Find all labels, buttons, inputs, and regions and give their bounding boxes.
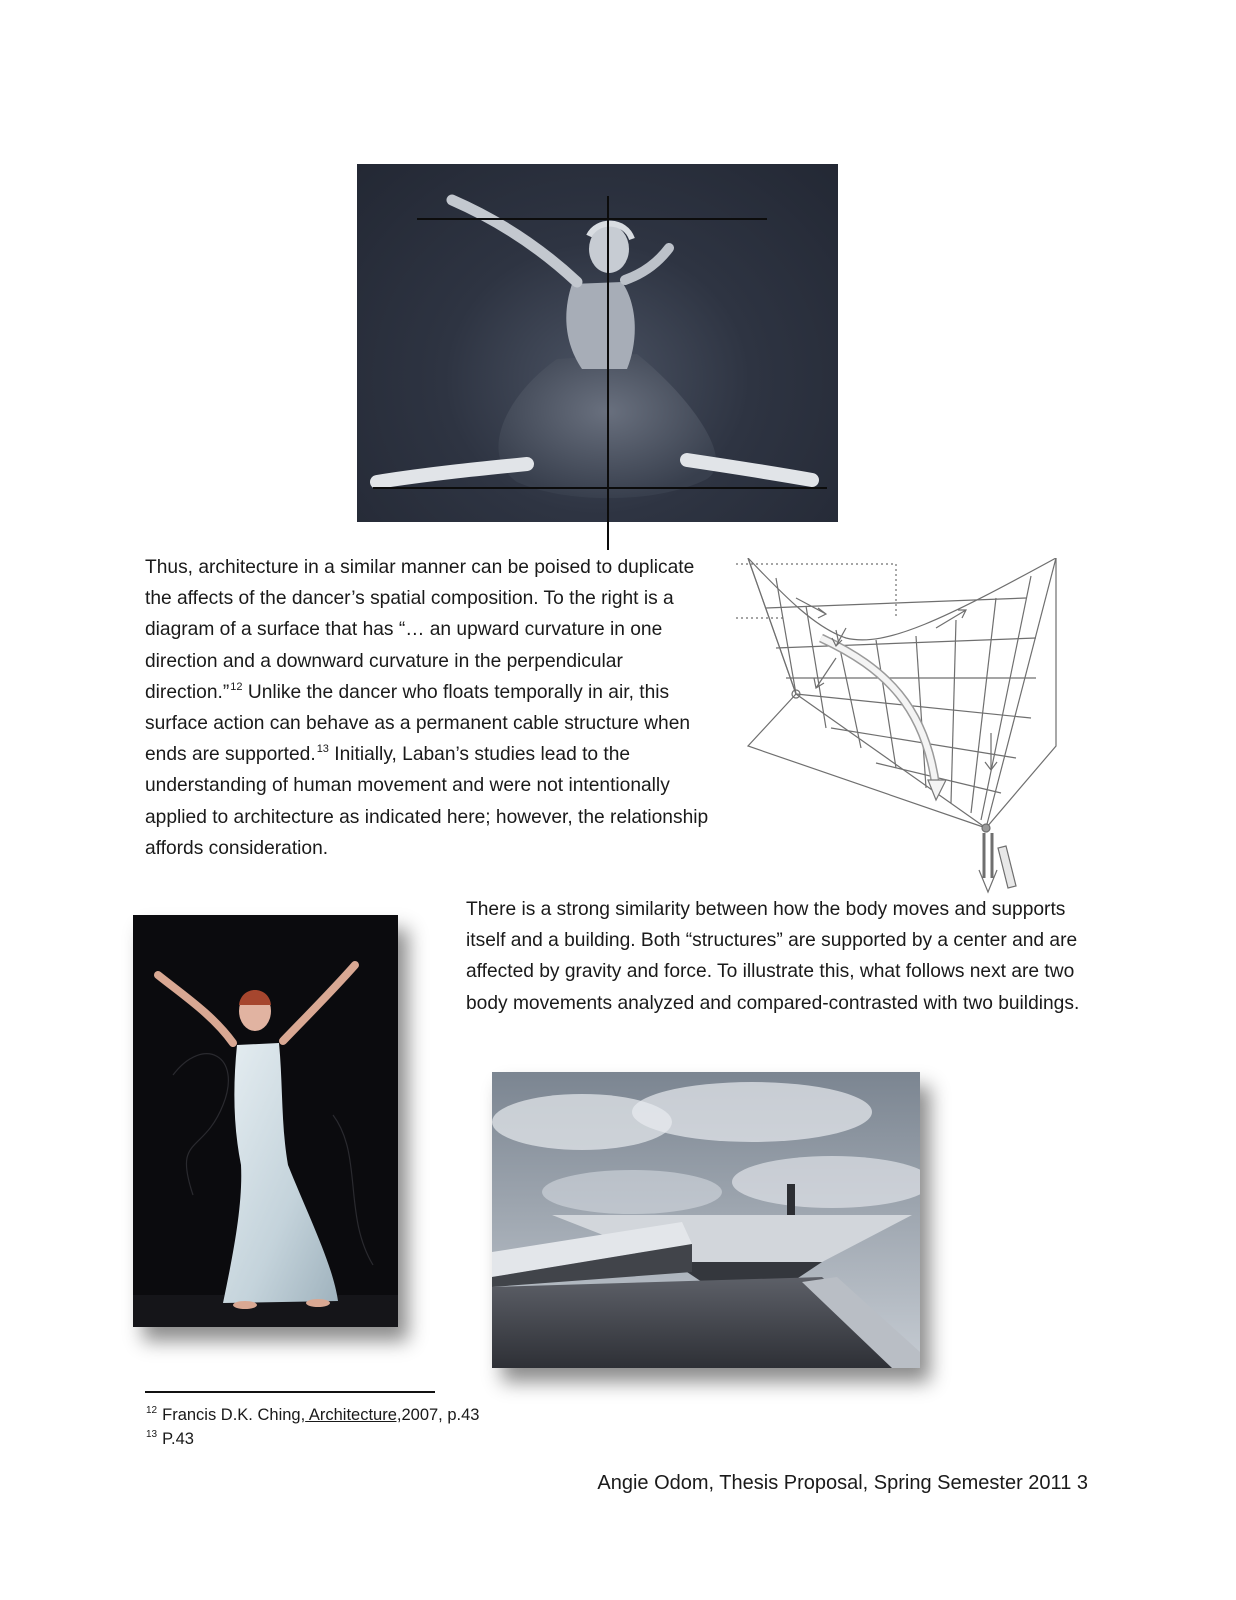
footnote-12-number: 12 [146, 1405, 158, 1416]
figure-dancer-leap [357, 164, 838, 522]
dancer-leap-illustration [357, 164, 838, 522]
footnote-ref-12: 12 [230, 680, 243, 693]
paragraph-1-text-b: Unlike the dancer who floats temporally in air, this surface action can behave as a permanent cable structure when ends are supported. [145, 681, 691, 766]
footnote-13 [145, 1428, 194, 1450]
building-photo-illustration [492, 1072, 920, 1368]
footnote-13-text: P.43 [162, 1430, 194, 1448]
footnote-12 [145, 1404, 479, 1426]
paragraph-1-text-a: Thus, architecture in a similar manner can be poised to duplicate the affects of the dancer’s spatial composition. To the right is a diagram of a surface that has “… an upward curvature in one direction and a downward curvature in the perpendicular direction.” [145, 557, 695, 703]
footnote-12-title: Architecture, [305, 1406, 402, 1424]
body-paragraph-1 [145, 552, 715, 864]
paragraph-1-text-c: Initially, Laban’s studies lead to the understanding of human movement and were not intentionally applied to architecture as indicated here; however, the relationship affords consideration. [145, 744, 709, 859]
dancer-arms-raised-illustration [133, 915, 398, 1327]
figure-dancer-arms-raised [133, 915, 398, 1327]
figure-cantilevered-building [492, 1072, 920, 1368]
footnote-ref-13: 13 [316, 743, 329, 756]
page-footer: Angie Odom, Thesis Proposal, Spring Semester 2011 3 [597, 1472, 1088, 1494]
saddle-surface-drawing [736, 558, 1076, 898]
footnote-separator [145, 1391, 435, 1393]
footnote-13-number: 13 [146, 1429, 158, 1440]
body-paragraph-2: There is a strong similarity between how the body moves and supports itself and a building. Both “structures” are supported by a center and are affected by gravity and force. To illustrate this, what follows next are two body movements analyzed and compared-contrasted with two buildings. [466, 899, 1080, 1014]
footnote-12-details: 2007, p.43 [401, 1406, 480, 1424]
footnote-12-author: Francis D.K. Ching, [162, 1406, 306, 1424]
figure-saddle-surface-diagram [736, 558, 1076, 898]
